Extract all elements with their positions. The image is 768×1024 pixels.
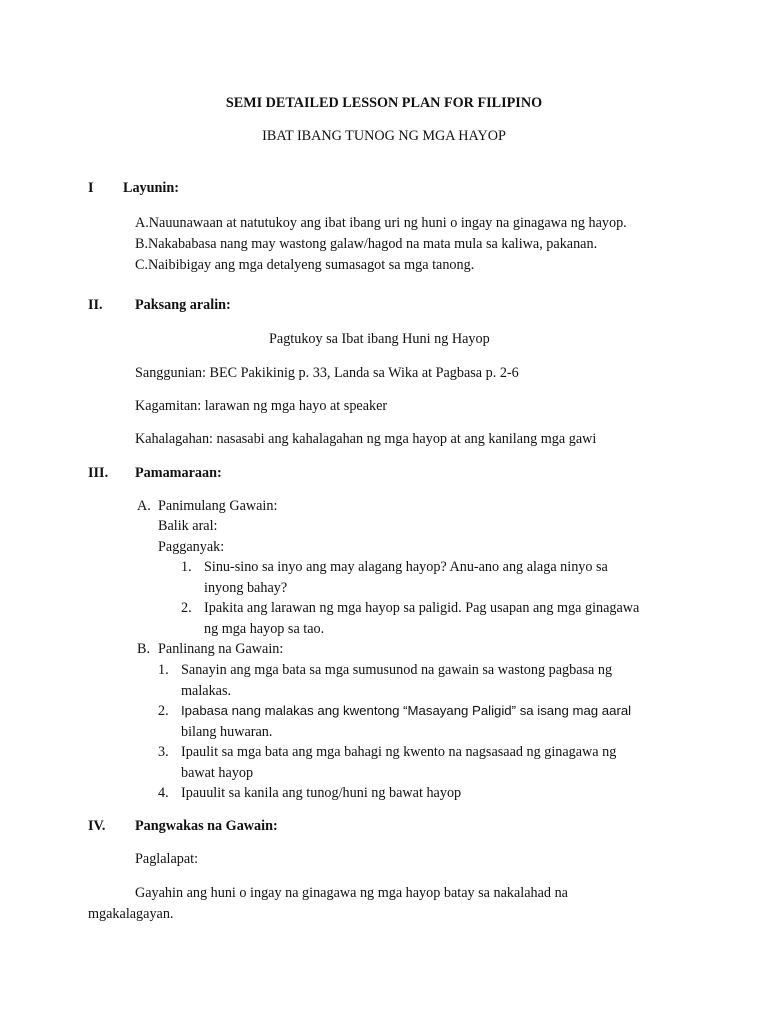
part-b-marker: B. <box>137 641 151 657</box>
list-item-number: 1. <box>181 559 192 575</box>
list-item-text: malakas. <box>181 683 232 699</box>
kahalagahan-line: Kahalagahan: nasasabi ang kahalagahan ng mga hayop at ang kanilang mga gawi <box>135 431 597 447</box>
closing-paragraph-line2: mgakalagayan. <box>88 906 174 922</box>
list-item-number: 1. <box>158 662 169 678</box>
list-item-number: 3. <box>158 744 169 760</box>
part-a-marker: A. <box>137 498 151 514</box>
part-a-label: Panimulang Gawain: <box>158 498 278 514</box>
list-item-text: Ipauulit sa kanila ang tunog/huni ng bawat hayop <box>181 785 462 801</box>
list-item-text: Sinu-sino sa inyo ang may alagang hayop? Anu-ano ang alaga ninyo sa <box>204 559 608 575</box>
section2-numeral: II. <box>88 297 103 313</box>
section4-heading: Pangwakas na Gawain: <box>135 818 278 834</box>
list-item-text: Ipabasa nang malakas ang kwentong “Masayang Paligid” sa isang mag aaral <box>181 703 632 718</box>
list-item-text: bawat hayop <box>181 765 254 781</box>
document-subtitle: IBAT IBANG TUNOG NG MGA HAYOP <box>262 128 506 144</box>
sanggunian-line: Sanggunian: BEC Pakikinig p. 33, Landa sa Wika at Pagbasa p. 2-6 <box>135 365 519 381</box>
objective-a: A.Nauunawaan at natutukoy ang ibat ibang uri ng huni o ingay na ginagawa ng hayop. <box>135 215 627 231</box>
objective-b: B.Nakababasa nang may wastong galaw/hagod na mata mula sa kaliwa, pakanan. <box>135 236 598 252</box>
section2-heading: Paksang aralin: <box>135 297 231 313</box>
list-item-text: inyong bahay? <box>204 580 288 596</box>
list-item-text: Sanayin ang mga bata sa mga sumusunod na gawain sa wastong pagbasa ng <box>181 662 613 678</box>
kagamitan-line: Kagamitan: larawan ng mga hayo at speaker <box>135 398 388 414</box>
part-b-label: Panlinang na Gawain: <box>158 641 284 657</box>
list-item-text: Ipaulit sa mga bata ang mga bahagi ng kwento na nagsasaad ng ginagawa ng <box>181 744 617 760</box>
objective-c: C.Naibibigay ang mga detalyeng sumasagot sa mga tanong. <box>135 257 475 273</box>
paglalapat-label: Paglalapat: <box>135 851 199 867</box>
list-item-text: bilang huwaran. <box>181 724 273 740</box>
list-item-text: Ipakita ang larawan ng mga hayop sa paligid. Pag usapan ang mga ginagawa <box>204 600 640 616</box>
list-item-text: ng mga hayop sa tao. <box>204 621 325 637</box>
list-item-number: 2. <box>158 703 169 719</box>
section3-numeral: III. <box>88 465 109 481</box>
section1-numeral: I <box>88 180 94 196</box>
closing-paragraph-line1: Gayahin ang huni o ingay na ginagawa ng mga hayop batay sa nakalahad na <box>135 885 568 901</box>
section1-heading: Layunin: <box>123 180 179 196</box>
section4-numeral: IV. <box>88 818 106 834</box>
section3-heading: Pamamaraan: <box>135 465 222 481</box>
pagganyak-label: Pagganyak: <box>158 539 225 555</box>
topic-line: Pagtukoy sa Ibat ibang Huni ng Hayop <box>269 331 490 347</box>
list-item-number: 2. <box>181 600 192 616</box>
document-title: SEMI DETAILED LESSON PLAN FOR FILIPINO <box>225 95 543 111</box>
list-item-number: 4. <box>158 785 169 801</box>
balik-aral-label: Balik aral: <box>158 518 218 534</box>
